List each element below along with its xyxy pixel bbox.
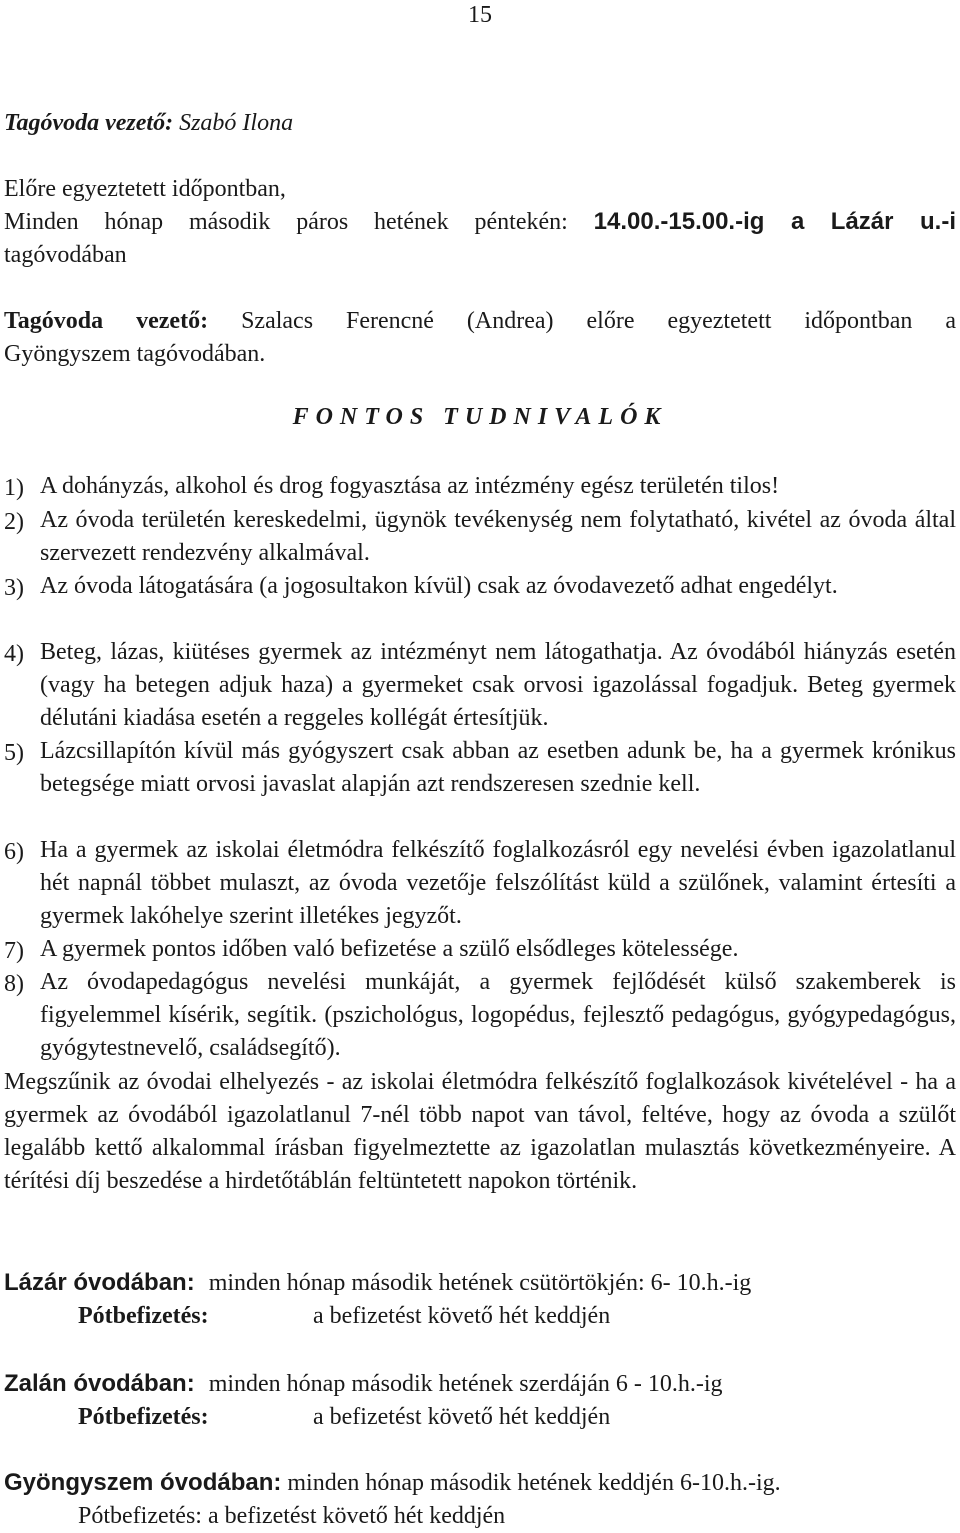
header-szabo xyxy=(4,108,293,138)
list-item: A gyermek pontos időben való befizetése a szülő elsődleges kötelessége. xyxy=(40,936,739,962)
para1-line2 xyxy=(4,207,956,237)
payment-gyongyszem-sub: Pótbefizetés: a befizetést követő hét keddjén xyxy=(78,1503,506,1529)
payment-zalan xyxy=(4,1369,723,1399)
payment-sub-text: a befizetést követő hét keddjén xyxy=(313,1303,611,1329)
para2-label: Tagóvoda vezető: xyxy=(4,308,209,334)
item-number: 4) xyxy=(4,641,24,667)
closing-paragraph: Megszűnik az óvodai elhelyezés - az iskolai életmódra felkészítő foglalkozások kivételével - ha a gyermek az óvodából igazolatlanul 7-nél több napot van távol, feltéve, hogy az óvoda a szülőt legalább kettő alkalommal írásban figyelmeztette az igazolatlan mulasztás következményeire. A térítési díj beszedése a hirdetőtáblán feltüntetett napokon történik. xyxy=(4,1069,956,1194)
para2-line1 xyxy=(4,306,956,336)
list-item: Az óvodapedagógus nevelési munkáját, a gyermek fejlődését külső szakemberek is figyelemmel kísérik, segítik. (pszichológus, logopédus, fejlesztő pedagógus, gyógypedagógus, gyógytestnevelő, családsegítő). xyxy=(40,969,956,1061)
list-item: Az óvoda látogatására (a jogosultakon kívül) csak az óvodavezető adhat engedélyt. xyxy=(40,573,838,599)
payment-text: minden hónap második hetének keddjén 6-10.h.-ig. xyxy=(287,1470,781,1496)
payment-label: Lázár óvodában: xyxy=(4,1269,195,1296)
payment-sub-label: Pótbefizetés: xyxy=(78,1404,209,1430)
item-number: 5) xyxy=(4,740,24,766)
item-number: 6) xyxy=(4,839,24,865)
payment-sub-text: a befizetést követő hét keddjén xyxy=(313,1404,611,1430)
header-label: Tagóvoda vezető: xyxy=(4,110,174,136)
para2-line2: Gyöngyszem tagóvodában. xyxy=(4,341,266,367)
para1-line3: tagóvodában xyxy=(4,242,127,268)
item-number: 8) xyxy=(4,971,24,997)
payment-sub-label: Pótbefizetés: xyxy=(78,1303,209,1329)
para1-line2-bold: 14.00.-15.00.-ig a Lázár u.-i xyxy=(593,208,957,235)
payment-zalan-sub xyxy=(78,1402,610,1432)
list-item: Az óvoda területén kereskedelmi, ügynök tevékenység nem folytatható, kivétel az óvoda által szervezett rendezvény alkalmával. xyxy=(40,507,956,566)
para1-line1: Előre egyeztetett időpontban, xyxy=(4,176,286,202)
section-heading: FONTOS TUDNIVALÓK xyxy=(292,404,668,430)
payment-lazar-sub xyxy=(78,1301,610,1331)
item-number: 2) xyxy=(4,509,24,535)
item-number: 1) xyxy=(4,475,24,501)
page-number: 15 xyxy=(468,2,492,28)
payment-label: Gyöngyszem óvodában: xyxy=(4,1469,282,1496)
payment-label: Zalán óvodában: xyxy=(4,1370,195,1397)
item-number: 3) xyxy=(4,575,24,601)
list-item: Ha a gyermek az iskolai életmódra felkészítő foglalkozásról egy nevelési évben igazolatlanul hét napnál többet mulaszt, az óvoda vezetője felszólítást küld a szülőnek, valamint értesíti a gyermek lakóhelye szerint illetékes jegyzőt. xyxy=(40,837,956,929)
item-number: 7) xyxy=(4,938,24,964)
payment-lazar xyxy=(4,1268,751,1298)
payment-gyongyszem xyxy=(4,1468,781,1498)
list-item: A dohányzás, alkohol és drog fogyasztása az intézmény egész területén tilos! xyxy=(40,473,780,499)
header-name: Szabó Ilona xyxy=(179,110,294,136)
para2-line1-rest: Szalacs Ferencné (Andrea) előre egyeztetett időpontban a xyxy=(241,308,956,334)
list-item: Lázcsillapítón kívül más gyógyszert csak abban az esetben adunk be, ha a gyermek krónikus betegsége miatt orvosi javaslat alapján azt rendszeresen szednie kell. xyxy=(40,738,956,797)
list-item: Beteg, lázas, kiütéses gyermek az intézményt nem látogathatja. Az óvodából hiányzás esetén (vagy ha betegen adjuk haza) a gyermeket csak orvosi igazolással fogadjuk. Beteg gyermek délutáni kiadása esetén a reggeles kollégát értesítjük. xyxy=(40,639,956,731)
para1-line2-text: Minden hónap második páros hetének péntekén: xyxy=(4,209,568,235)
payment-text: minden hónap második hetének csütörtökjén: 6- 10.h.-ig xyxy=(208,1270,752,1296)
payment-text: minden hónap második hetének szerdáján 6 - 10.h.-ig xyxy=(208,1371,723,1397)
